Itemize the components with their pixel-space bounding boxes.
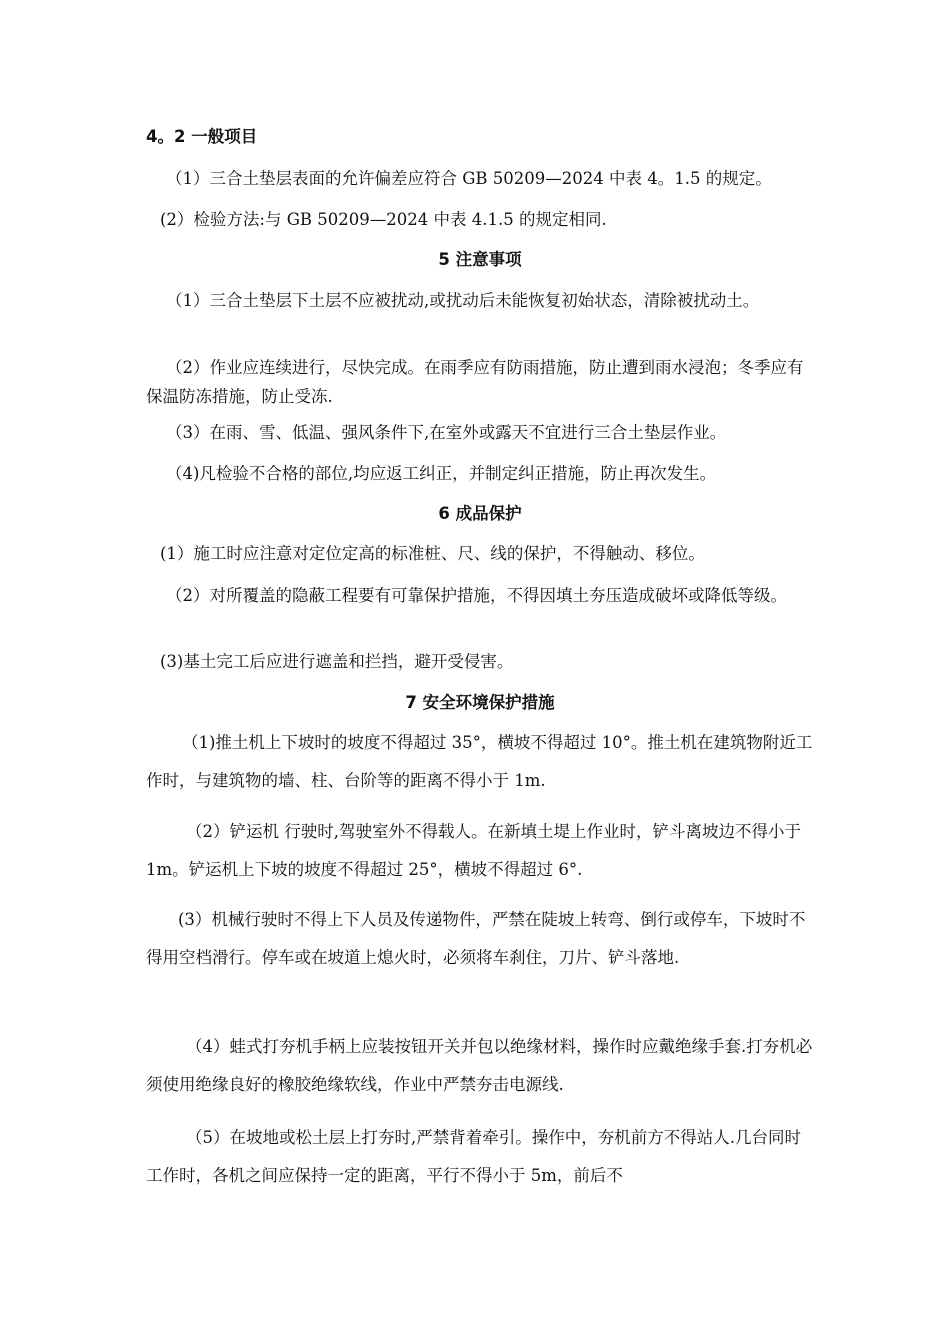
section-5-item-1: （1）三合土垫层下土层不应被扰动,或扰动后未能恢复初始状态，清除被扰动土。 xyxy=(166,291,760,310)
section-5-item-2: （2）作业应连续进行，尽快完成。在雨季应有防雨措施，防止遭到雨水浸泡；冬季应有保温防冻措施，防止受冻. xyxy=(146,358,804,406)
section-5-item-4: （4)凡检验不合格的部位,均应返工纠正，并制定纠正措施，防止再次发生。 xyxy=(166,464,717,483)
section-4-2-heading: 4。2 一般项目 xyxy=(146,127,258,146)
section-6-item-1: (1）施工时应注意对定位定高的标准桩、尺、线的保护，不得触动、移位。 xyxy=(160,544,705,563)
section-6-item-2: （2）对所覆盖的隐蔽工程要有可靠保护措施，不得因填土夯压造成破坏或降低等级。 xyxy=(166,586,787,605)
section-7-item-1: （1)推土机上下坡时的坡度不得超过 35°，横坡不得超过 10°。推土机在建筑物附近工作时，与建筑物的墙、柱、台阶等的距离不得小于 1m. xyxy=(146,733,813,790)
section-7-item-3: (3）机械行驶时不得上下人员及传递物件，严禁在陡坡上转弯、倒行或停车，下坡时不得用空档滑行。停车或在坡道上熄火时，必须将车刹住，刀片、铲斗落地. xyxy=(146,910,806,967)
section-4-2-item-2: (2）检验方法:与 GB 50209—2024 中表 4.1.5 的规定相同. xyxy=(160,210,607,229)
section-7-item-2: （2）铲运机 行驶时,驾驶室外不得载人。在新填土堤上作业时，铲斗离坡边不得小于 1m。铲运机上下坡的坡度不得超过 25°，横坡不得超过 6°. xyxy=(146,822,801,879)
section-7-item-4: （4）蛙式打夯机手柄上应装按钮开关并包以绝缘材料，操作时应戴绝缘手套.打夯机必须使用绝缘良好的橡胶绝缘软线，作业中严禁夯击电源线. xyxy=(146,1037,813,1094)
section-4-2-item-1: （1）三合土垫层表面的允许偏差应符合 GB 50209—2024 中表 4。1.5 的规定。 xyxy=(166,169,772,188)
section-6-heading: 6 成品保护 xyxy=(438,504,522,523)
section-7-heading: 7 安全环境保护措施 xyxy=(405,693,555,712)
section-6-item-3: (3)基土完工后应进行遮盖和拦挡，避开受侵害。 xyxy=(160,652,514,671)
section-7-item-5: （5）在坡地或松土层上打夯时,严禁背着牵引。操作中，夯机前方不得站人.几台同时工作时，各机之间应保持一定的距离，平行不得小于 5m，前后不 xyxy=(146,1128,801,1185)
section-5-heading: 5 注意事项 xyxy=(438,250,522,269)
section-5-item-3: （3）在雨、雪、低温、强风条件下,在室外或露天不宜进行三合土垫层作业。 xyxy=(166,423,727,442)
